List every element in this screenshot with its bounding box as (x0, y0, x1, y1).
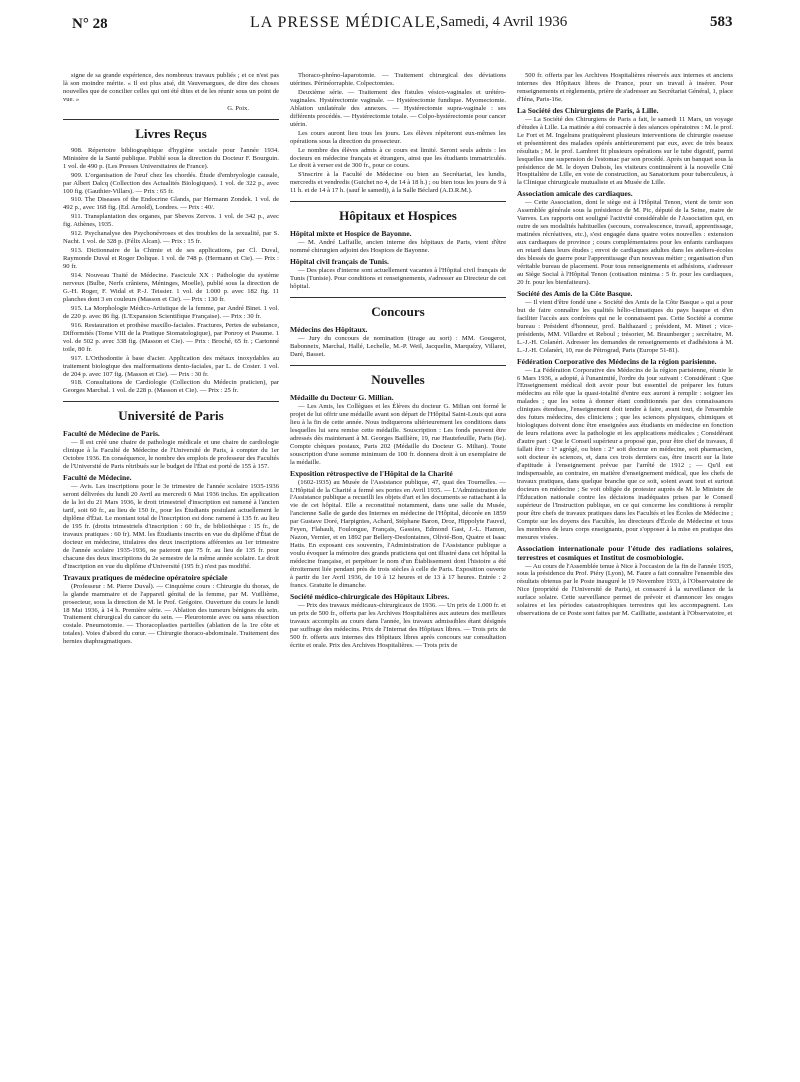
section-title-nouvelles: Nouvelles (371, 371, 425, 387)
books-list (63, 147, 279, 396)
news-body: — La Société des Chirurgiens de Paris a fait, le samedi 11 Mars, un voyage d'études à Lille. La matinée a été consacrée à des séances opératoires : M. le prof. Le Fort et M. Ingelrans pratiquèrent plusieurs interventions de chirurgie osseuse et présentèrent des malades opérés antérieurement par eux, avec de très beaux résultats ; M. le prof. Lambret fit plusieurs opérations sur le tube digestif, parmi lesquelles une suspension de l'estomac par son procédé. Après un banquet sous la présidence de M. le doyen Dubois, les visiteurs continuèrent à la nouvelle Cité Hospitalière de Lille, en voie de construction, au Sanatorium pour tuberculeux, à la Clinique chirurgicale mutualiste et au Musée de Lille. (517, 115, 733, 187)
news-body: — M. André Laffaille, ancien interne des hôpitaux de Paris, vient d'être nommé chirurgien adjoint des Hospices de Bayonne. (290, 239, 506, 255)
news-heading: Société médico-chirurgicale des Hôpitaux Libres. (290, 591, 450, 601)
concours-news (290, 325, 506, 359)
prize-continued: 500 fr. offerts par les Archives Hospitalières réservés aux internes et anciens internes des Hôpitaux libres de France, pour un travail à insérer. Pour renseignements et règlements, prière de s'adresser au Secrétariat Général, 1, place d'Iéna, Paris-16e. (517, 72, 733, 103)
university-news (63, 429, 279, 646)
section-title-livres: Livres Reçus (135, 125, 207, 141)
divider (290, 201, 506, 202)
hospitals-news (290, 229, 506, 291)
page-number: 583 (710, 14, 733, 30)
course-paragraph: Le nombre des élèves admis à ce cours est limité. Seront seuls admis : les docteurs en médecine français et étrangers, ainsi que les étudiants immatriculés. Le droit à verser est de 300 fr., pour ce cours. (290, 146, 506, 170)
book-entry: 915. La Morphologie Médico-Artistique de la femme, par André Binet. 1 vol. de 220 p. avec 86 fig. (L'Expansion Scientifique Française). — Prix : 30 fr. (63, 304, 279, 320)
news-body: — La Fédération Corporative des Médecins de la région parisienne, réunie le 6 Mars 1936, a adopté, à l'unanimité, l'ordre du jour suivant : Considérant : Que l'Enseignement médical doit avoir pour but essentiel de préparer les futurs médecins au rôle que la quasi-totalité d'entre eux auront à remplir : soigner les malades ; que les soins à donner étant conditionnés par des connaissances cliniques étendues, l'enseignement doit tendre à faire, avant tout, de l'ensemble des futurs médecins, des cliniciens ; que les sciences physiques, chimiques et biologiques doivent donc être enseignées aux étudiants en médecine en fonction de leurs relations avec la pathologie et les applications médicales ; Considérant d'autre part : Que le Conseil supérieur a proposé que, pour être chef de travaux, il fallait être : 1° agrégé, ou bien : 2° soit docteur en médecine, soit pharmacien, soit docteur ès sciences, et, dans ces trois derniers cas, être inscrit sur la liste d'aptitude à l'enseignement prévue par l'arrêté de 1912 ; — Qu'il est indispensable, au contraire, en matière d'enseignement médical, que les chefs de travaux pratiques, dans quelque branche que ce soit, soient avant tout et surtout docteurs en médecine ; Se voit obligée de protester auprès de M. le Ministre de l'Éducation nationale contre les décisions inadéquates prises par le Conseil supérieur de l'Instruction publique, en ce qui concerne les conditions à remplir pour être chefs de travaux pratiques dans les Facultés et les Écoles de Médecine ; Compte sur les doyens des Facultés, les directeurs d'École de Médecine et tous les membres de leurs corps enseignants, pour s'opposer à la mise en pratique des mesures visées. (517, 366, 733, 541)
news-body: — Cette Association, dont le siège est à l'Hôpital Tenon, vient de tenir son Assemblée générale sous la présidence de M. Pic, député de la Seine, maire de Vanves. Les rapports ont souligné l'activité considérable de l'Association qui, en outre de ses modalités habituelles (secours, convalescence, travail, apprentissage, matinées récréatives, etc.), s'est engagée dans quatre voies nouvelles : extension aux cardiaques de province ; cours complémentaires pour les enfants cardiaques en retard dans leurs études ; envoi de cardiaques adultes dans les ateliers-écoles des blessés de guerre pour l'apprentissage d'un nouveau métier ; organisation d'un véritable bureau de placement. Pour tous renseignements et adhésions, s'adresser au Siège Social à l'Hôpital Tenon (cotisation minima : 5 fr. pour les cardiaques, 20 fr. pour les bienfaiteurs). (517, 199, 733, 286)
news-heading: Médaille du Docteur G. Millian. (290, 392, 394, 402)
news-heading: Fédération Corporative des Médecins de la région parisienne. (517, 356, 717, 366)
book-entry: 917. L'Orthodontie à base d'acier. Application des métaux inoxydables au traitement biologique des malformations dento-faciales, par L. de Coster. 1 vol. de 204 p. avec 107 fig. (Masson et Cie). — Prix : 30 fr. (63, 354, 279, 378)
news-body: — Jury du concours de nomination (tirage au sort) : MM. Gougerot, Babonneix, Marchal, Hallé, Lechelle, M.-P. Weil, Jacquelin, Marquézy, Villaret, Daré, Basset. (290, 335, 506, 358)
column-3-news (517, 106, 733, 618)
divider (63, 401, 279, 402)
book-entry: 913. Dictionnaire de la Chimie et de ses applications, par Cl. Duval, Raymonde Duval et Roger Dolique. 1 vol. de 748 p. (Hermann et Cie). — Prix : 90 fr. (63, 247, 279, 271)
news-body: — Des places d'interne sont actuellement vacantes à l'Hôpital civil français de Tunis (Tunisie). Pour conditions et renseignements, s'adresser au Directeur de cet hôpital. (290, 267, 506, 291)
news-body: — Au cours de l'Assemblée tenue à Nice à l'occasion de la fin de l'année 1935, sous la présidence du Prof. Piéry (Lyon), M. Faure a fait connaître l'ensemble des résultats obtenus par le Poste inauguré le 19 Novembre 1933, à l'Observatoire de Nice (propriété de l'Université de Paris), et consacré à la surveillance de la surface solaire. Cette surveillance permet de prévoir et d'annoncer les orages solaires et les périodes catastrophiques terrestres qui les accompagnent. Les observations de ce Poste sont faites par M. Cailliatte, assistant à l'Observatoire, et (517, 562, 733, 618)
news-heading: Société des Amis de la Côte Basque. (517, 288, 633, 298)
nouvelles-news (290, 393, 506, 650)
divider (63, 119, 279, 120)
divider (290, 365, 506, 366)
book-entry: 910. The Diseases of the Endocrine Glands, par Hermann Zondek. 1 vol. de 492 p., avec 168 fig. (Ed. Arnold), Londres. — Prix : 40/. (63, 196, 279, 212)
news-body: — Avis. Les inscriptions pour le 3e trimestre de l'année scolaire 1935-1936 seront délivrées du lundi 20 Avril au mercredi 6 Mai 1936 inclus. En application de la loi du 21 Mars 1936, le droit trimestriel d'inscription est ramené à l'ancien tarif, soit 60 fr., au lieu de 150 fr., pour les Étudiants postulant actuellement le diplôme d'État. Le montant total de l'inscription est donc ramené à 135 fr. au lieu de 195 fr. (droits trimestriels d'inscription : 60 fr., de bibliothèque : 15 fr., de travaux pratiques : 60 fr). MM. les Étudiants inscrits en vue du diplôme d'État de docteur en médecine, titulaires des deux inscriptions afférentes au 1er trimestre de l'année scolaire 1935-1936, ne paieront que 75 fr. au lieu de 135 fr. pour chacune des deux inscriptions du 2e semestre de la même année scolaire. Le droit d'inscription en vue du diplôme d'Université (195 fr.) n'est pas modifié. (63, 483, 279, 570)
column-2 (290, 72, 506, 1072)
news-heading: Hôpital mixte et Hospice de Bayonne. (290, 229, 412, 239)
news-heading: Médecins des Hôpitaux. (290, 325, 368, 335)
book-entry: 914. Nouveau Traité de Médecine. Fascicule XX : Pathologie du système nerveux (Bulbe, Nerfs crâniens, Méninges, Moelle), publié sous la direction de G.-H. Roger, F. Widal et P.-J. Teissier. 1 vol. de 1.000 p. avec 182 fig. 11 planches dont 3 en couleurs (Masson et Cie). — Prix : 130 fr. (63, 272, 279, 303)
column-3 (517, 72, 733, 1072)
column-1 (63, 72, 279, 1072)
news-heading: Hôpital civil français de Tunis. (290, 257, 389, 267)
news-body: — Il vient d'être fondé une « Société des Amis de la Côte Basque » qui a pour but de faire connaître les qualités hélio-climatiques du pays basque et d'en faciliter l'accès aux confrères qui ne le connaissent pas. Cette Société a comme bureau : Président d'honneur, prof. Balthazard ; président, M. Minet ; vice-présidents, MM. Villardre et Reboul ; trésorier, M. Braunberger ; secrétaire, M. L.-J.-H. Colanéri. Adresser les demandes de renseignements et d'adhésions à M. L.-J.-H. Colanéri, 10, rue de Pétrograd, Paris (Europe 51-81). (517, 298, 733, 354)
news-heading: La Société des Chirurgiens de Paris, à Lille. (517, 105, 659, 115)
news-heading: Travaux pratiques de médecine opératoire spéciale (63, 572, 228, 582)
news-body: — Prix des travaux médicaux-chirurgicaux de 1936. — Un prix de 1.000 fr. et un prix de 500 fr., offerts par les Archives Hospitalières aux auteurs des meilleurs travaux accomplis au cours dans l'année, les travaux admissibles étant désignés par suffrage des médecins. Prix de l'Internat des Hôpitaux libres. — Trois prix de 500 fr. offerts aux internes des Hôpitaux libres après concours sur consultation écrite et orale. Prix des Archives Hospitalières. — Trois prix de (290, 601, 506, 649)
journal-title: LA PRESSE MÉDICALE, (250, 14, 442, 31)
book-entry: 909. L'organisation de l'œuf chez les chordés. Étude d'embryologie causale, par Albert Dalcq (Collection des Actualités Biologiques). 1 vol. de 322 p., avec 100 fig. (Gauthier-Villars). — Prix : 65 fr. (63, 171, 279, 195)
course-paragraph: S'inscrire à la Faculté de Médecine ou bien au Secrétariat, les lundis, mercredis et vendredis (Guichet no 4, de 14 à 18 h.) ; ou bien tous les jours de 9 à 11 h. et de 14 à 17 h. (sauf le samedi), à la Salle Béclard (A.D.R.M.). (290, 171, 506, 195)
news-body: (1602-1935) au Musée de l'Assistance publique, 47, quai des Tournelles. — L'Hôpital de la Charité a fermé ses portes en Avril 1935. — L'Administration de l'Assistance publique a recueilli les objets d'art et les documents se rattachant à la vie de cet hôpital. Elle a reconstitué notamment, dans une salle du Musée, l'ancienne Salle de garde des Internes en médecine de l'Hôpital, décorée en 1859 par Gustave Doré, Harpignies, Achard, Stéphane Baron, Droz, Hippolyte Fauvel, Feyen, Flahault, Foulongue, Français, Gassies, Edmond Gast, J.-L. Hamon, Nazon, Vernier, et en 1892 par Bellery-Desfontaines, Olivié-Bon, Quatre et Isaac Hatis. En exposant ces souvenirs, l'Administration de l'Assistance publique a voulu évoquer la mémoire des grands praticiens qui ont illustré dans cet hôpital la médecine française, et perpétuer le nom d'un Établissement dont l'histoire a été étroitement liée pendant près de trois siècles à celle de Paris. Exposition ouverte à partir du 1er Avril 1936, de 10 à 12 heures et de 13 à 17 heures. Entrée : 2 francs. Gratuite le dimanche. (290, 478, 506, 589)
book-entry: 908. Répertoire bibliographique d'hygiène sociale pour l'année 1934. Ministère de la Santé publique. Publié sous la direction du Docteur F. Bourguin. 1 vol. de 490 p. (Les Presses Universitaires de France). (63, 146, 279, 170)
book-entry: 911. Transplantation des organes, par Sbevos Zervos. 1 vol. de 342 p., avec fig. Athènes, 1935. (63, 213, 279, 229)
surgery-course-continued (290, 72, 506, 195)
intro-paragraph: signe de sa grande expérience, des nombreux travaux publiés ; et ce n'est pas là son moindre mérite. « Il est plus aisé, dit Vauvenargues, de dire des choses nouvelles que de concilier celles qui ont été dites et de les réunir sous un point de vue. » (63, 72, 279, 103)
section-title-hopitaux: Hôpitaux et Hospices (339, 208, 457, 224)
book-entry: 916. Restauration et prothèse maxillo-faciales. Fractures, Pertes de substance, Difformités (Tome VIII de la Pratique Stomatologique), par Ponroy et Psaume. 1 vol. de 502 p. avec 338 fig. (Masson et Cie). — Prix : Broché, 65 fr. ; Cartonné toile, 80 fr. (63, 321, 279, 353)
news-body: — Les Amis, les Collègues et les Élèves du docteur G. Milian ont formé le projet de lui offrir une médaille avant son départ de l'Hôpital Saint-Louis qui aura lieu à la fin de cette année. Nous indiquerons ultérieurement les conditions dans lesquelles lui sera remise cette médaille. Souscription : Les fonds peuvent être adressés dès maintenant à M. Georges Baillière, 19, rue Hautefeuille, Paris (6e). Compte chèques postaux, Paris 202 (Médaille du Docteur G. Milian). Toute souscription d'une somme minimum de 100 fr. donnera droit à un exemplaire de la médaille. (290, 402, 506, 466)
news-body: — Il est créé une chaire de pathologie médicale et une chaire de cardiologie clinique à la Faculté de Médecine de l'Université de Paris, à compter du 1er Octobre 1936. En conséquence, le nombre des emplois de professeur des Facultés de l'Université de Paris rétribués sur le budget de l'État est porté de 155 à 157. (63, 439, 279, 471)
issue-date: Samedi, 4 Avril 1936 (440, 14, 568, 30)
course-paragraph: Les cours auront lieu tous les jours. Les élèves répéteront eux-mêmes les opérations sous la direction du prosecteur. (290, 129, 506, 145)
course-paragraph: Deuxième série. — Traitement des fistules vésico-vaginales et urétéro-vaginales. Hystérectomie vaginale. — Hystérectomie fundique. Myomectomie. Ablation unilatérale des annexes. — Hystérectomie supra-vaginale : ses différents procédés. — Hystérectomie totale. — Colpo-hystérectomie pour cancer utérin. (290, 88, 506, 128)
section-title-concours: Concours (371, 304, 425, 320)
news-heading: Exposition rétrospective de l'Hôpital de la Charité (290, 468, 453, 478)
book-entry: 912. Psychanalyse des Psychonévroses et des troubles de la sexualité, par S. Nacht. 1 vol. de 328 p. (Félix Alcan). — Prix : 15 fr. (63, 230, 279, 246)
news-heading: Faculté de Médecine. (63, 473, 132, 483)
issue-number: N° 28 (72, 16, 108, 32)
news-heading: Faculté de Médecine de Paris. (63, 429, 160, 439)
news-heading: Association amicale des cardiaques. (517, 189, 633, 199)
page-header (0, 0, 800, 44)
book-entry: 918. Consultations de Cardiologie (Collection du Médecin praticien), par Georges Marchal. 1 vol. de 228 p. (Masson et Cie). — Prix : 25 fr. (63, 379, 279, 395)
course-paragraph: Thoraco-phréno-laparotomie. — Traitement chirurgical des déviations utérines. Périnéorraphie. Colpectomies. (290, 72, 506, 87)
divider (290, 297, 506, 298)
news-body: (Professeur : M. Pierre Duval). — Cinquième cours : Chirurgie du thorax, de la glande mammaire et de l'appareil génital de la femme, par M. Vuillième, prosecteur, sous la direction de M. le Prof. Grégoire. Ouverture du cours le lundi 18 Mai 1936, à 14 h. Première série. — Ablation des tumeurs bénignes du sein. Traitement chirurgical du cancer du sein. — Pleurotomie avec ou sans résection costale. Pneumotomie. — Thoracoplasties partielles (ablation de la 1re côte et totales). Voies d'abord du cœur. — Chirurgie thoraco-abdominale. Traitement des hernies diaphragmatiques. (63, 582, 279, 646)
section-title-universite: Université de Paris (118, 408, 224, 424)
news-heading: Association internationale pour l'étude des radiations solaires, terrestres et cosmiques et Institut de cosmobiologie. (517, 543, 733, 562)
intro-signature: G. Poix. (227, 104, 249, 112)
